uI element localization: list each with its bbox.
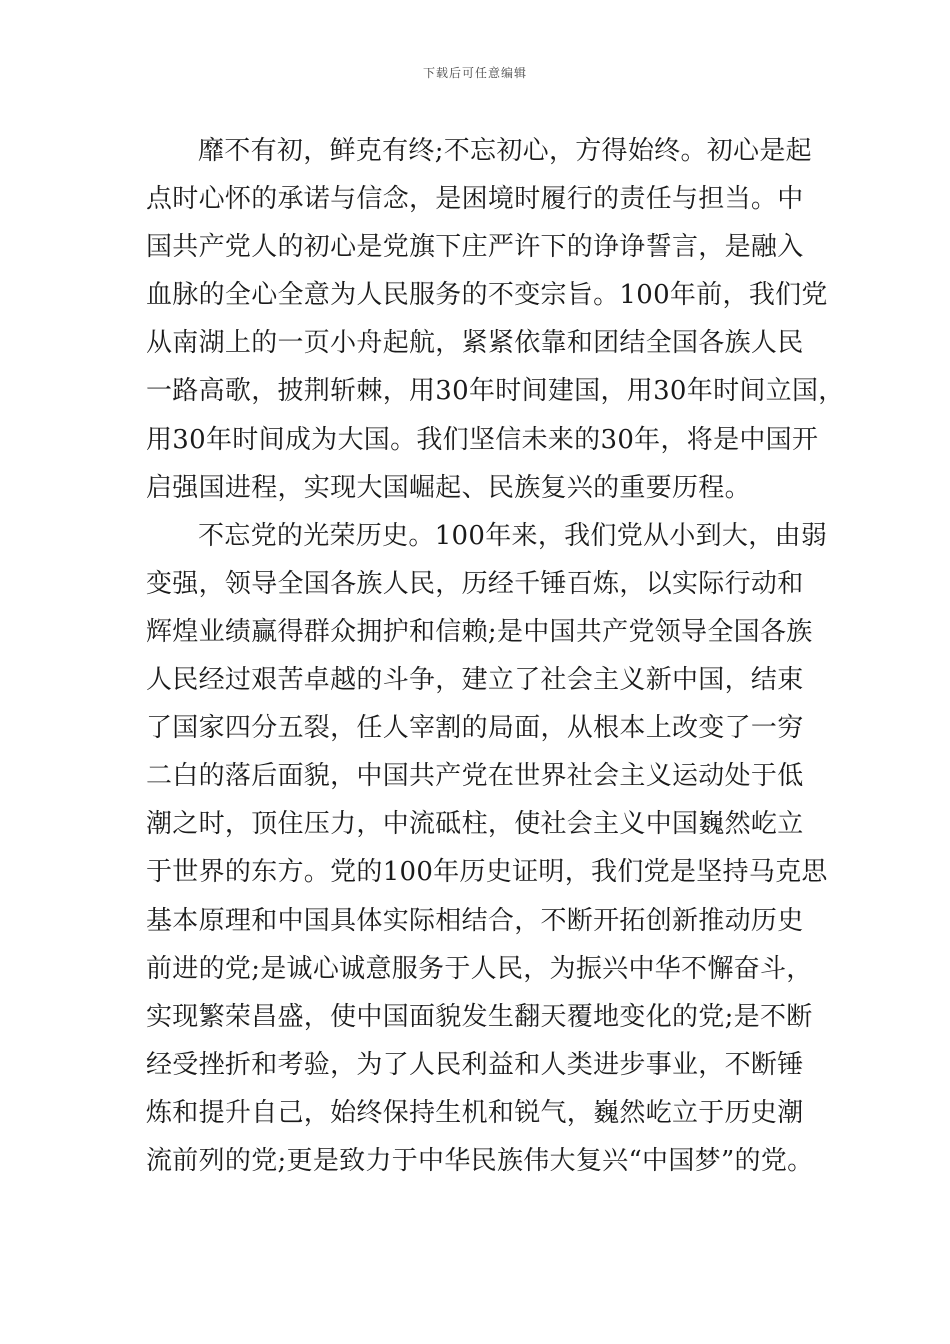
text-line: 经受挫折和考验，为了人民利益和人类进步事业，不断锤	[146, 1049, 804, 1080]
text-line: 基本原理和中国具体实际相结合，不断开拓创新推动历史	[146, 905, 804, 936]
text-line: 用30年时间成为大国。我们坚信未来的30年，将是中国开	[146, 424, 819, 455]
page-header: 下载后可任意编辑	[422, 66, 527, 80]
text-line: 实现繁荣昌盛，使中国面貌发生翻天覆地变化的党;是不断	[146, 1001, 813, 1032]
text-line: 不忘党的光荣历史。100年来，我们党从小到大，由弱	[198, 520, 828, 551]
text-line: 靡不有初，鲜克有终;不忘初心，方得始终。初心是起	[198, 136, 812, 166]
text-line: 了国家四分五裂，任人宰割的局面，从根本上改变了一穷	[146, 713, 804, 744]
text-line: 一路高歌，披荆斩棘，用30年时间建国，用30年时间立国，	[146, 376, 845, 407]
text-line: 点时心怀的承诺与信念，是困境时履行的责任与担当。中	[146, 184, 804, 215]
text-line: 二白的落后面貌，中国共产党在世界社会主义运动处于低	[146, 761, 804, 792]
text-line: 变强，领导全国各族人民，历经千锤百炼，以实际行动和	[146, 568, 804, 599]
text-line: 流前列的党;更是致力于中华民族伟大复兴“中国梦”的党。	[146, 1145, 814, 1176]
text-line: 辉煌业绩赢得群众拥护和信赖;是中国共产党领导全国各族	[146, 616, 813, 647]
text-line: 人民经过艰苦卓越的斗争，建立了社会主义新中国，结束	[146, 665, 804, 696]
text-line: 于世界的东方。党的100年历史证明，我们党是坚持马克思	[146, 857, 828, 888]
text-line: 血脉的全心全意为人民服务的不变宗旨。100年前，我们党	[146, 280, 828, 311]
text-line: 潮之时，顶住压力，中流砥柱，使社会主义中国巍然屹立	[146, 809, 804, 840]
text-line: 从南湖上的一页小舟起航，紧紧依靠和团结全国各族人民	[146, 328, 804, 359]
text-line: 炼和提升自己，始终保持生机和锐气，巍然屹立于历史潮	[146, 1097, 804, 1128]
text-line: 前进的党;是诚心诚意服务于人民，为振兴中华不懈奋斗，	[146, 953, 813, 984]
paragraph	[146, 127, 845, 512]
text-line: 国共产党人的初心是党旗下庄严许下的诤诤誓言，是融入	[146, 232, 804, 263]
text-line: 启强国进程，实现大国崛起、民族复兴的重要历程。	[146, 472, 751, 503]
paragraph	[146, 512, 836, 1185]
body-text	[146, 127, 845, 1185]
